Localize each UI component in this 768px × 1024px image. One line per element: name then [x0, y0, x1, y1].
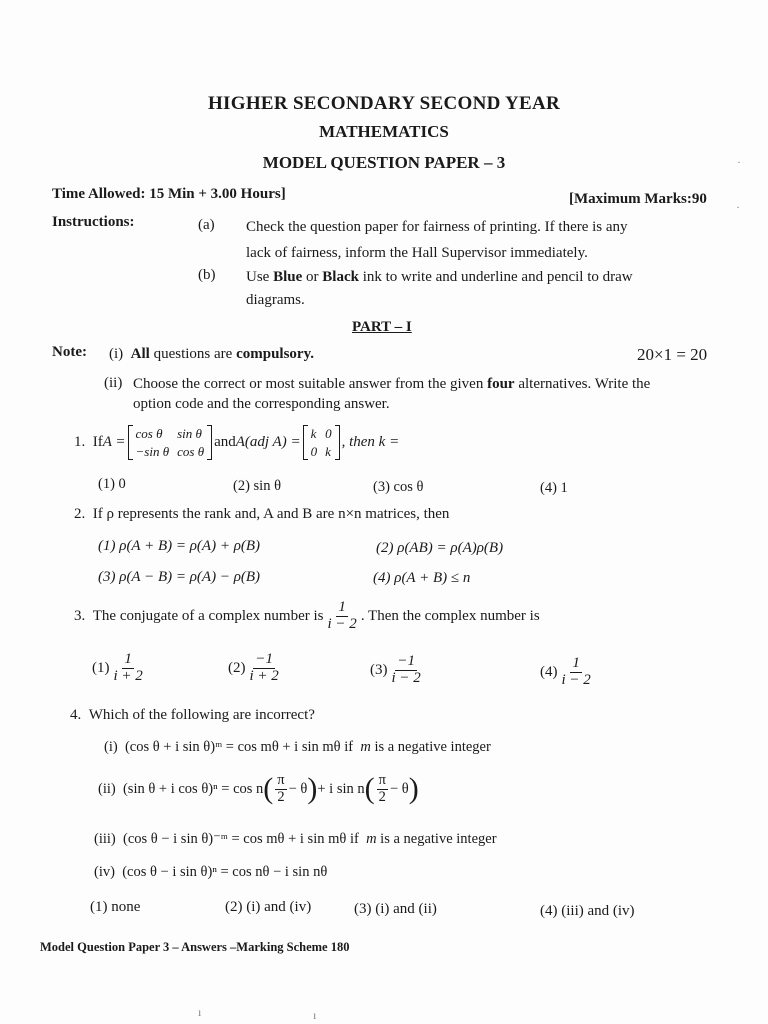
- matrix-k: k 0 0 k: [303, 425, 340, 460]
- time-allowed: Time Allowed: 15 Min + 3.00 Hours]: [52, 186, 286, 202]
- q4-option-2: (2) (i) and (iv): [225, 899, 312, 915]
- q3-option-3: (3) $\frac{-1}{i - 2}$: [370, 653, 421, 686]
- instruction-b-line1: Use Blue or Black ink to write and underline and pencil to draw: [246, 269, 633, 285]
- q3-option-4: (4) $\frac{1}{i - 2}$: [540, 655, 591, 688]
- note-ii-line1: Choose the correct or most suitable answer from the given four alternatives. Write the: [133, 376, 651, 392]
- instruction-a-line2: lack of fairness, inform the Hall Supervisor immediately.: [246, 245, 588, 261]
- instruction-a-tag: (a): [198, 217, 215, 233]
- scan-speck: ı: [198, 1005, 202, 1019]
- q4-option-3: (3) (i) and (ii): [354, 901, 437, 917]
- scan-speck: ·: [737, 155, 741, 169]
- note-ii-tag: (ii): [104, 375, 123, 391]
- q4-statement-iv: (iv) (cos θ − i sin θ)ⁿ = cos nθ − i sin nθ: [94, 864, 328, 880]
- scan-speck: ·: [736, 200, 740, 214]
- q2-option-1: (1) ρ(A + B) = ρ(A) + ρ(B): [98, 538, 261, 554]
- q1-option-2: (2) sin θ: [233, 478, 282, 494]
- question-4: 4. Which of the following are incorrect?: [70, 707, 315, 723]
- q2-option-2: (2) ρ(AB) = ρ(A)ρ(B): [376, 540, 504, 556]
- matrix-A: cos θ sin θ −sin θ cos θ: [128, 425, 213, 460]
- q4-statement-ii: (ii) (sin θ + i cos θ)ⁿ = cos n ( $\frac{\pi}{2}$ − θ ) + i sin n ( $\frac{\pi}{2}$ − θ ): [98, 772, 419, 805]
- q3-option-2: (2) $\frac{-1}{i + 2}$: [228, 651, 279, 684]
- q4-option-4: (4) (iii) and (iv): [540, 903, 635, 919]
- paper-title: MODEL QUESTION PAPER – 3: [262, 153, 506, 172]
- instruction-b-line2: diagrams.: [246, 292, 305, 308]
- question-2: 2. If ρ represents the rank and, A and B are n×n matrices, then: [74, 506, 450, 522]
- fraction: $\frac{1}{i - 2}$: [327, 599, 357, 632]
- scan-speck: ı: [313, 1008, 317, 1022]
- note-ii-line2: option code and the corresponding answer.: [133, 396, 390, 412]
- q2-option-4: (4) ρ(A + B) ≤ n: [373, 570, 471, 586]
- q1-option-4: (4) 1: [540, 480, 568, 496]
- q3-option-1: (1) $\frac{1}{i + 2}$: [92, 651, 143, 684]
- q4-option-1: (1) none: [90, 899, 141, 915]
- q4-statement-i: (i) (cos θ + i sin θ)ᵐ = cos mθ + i sin mθ if m is a negative integer: [104, 739, 491, 755]
- q2-option-3: (3) ρ(A − B) = ρ(A) − ρ(B): [98, 569, 261, 585]
- note-i: (i) All questions are compulsory.: [109, 346, 315, 362]
- q1-option-1: (1) 0: [98, 476, 126, 492]
- subject-title: MATHEMATICS: [319, 122, 449, 141]
- marks-score: 20×1 = 20: [637, 345, 708, 364]
- question-1: 1. If A = cos θ sin θ −sin θ cos θ and A(adj A) = k 0 0 k , then k =: [74, 426, 400, 459]
- page-footer: Model Question Paper 3 – Answers –Marking Scheme 180: [40, 940, 350, 954]
- question-number: 1.: [74, 434, 86, 451]
- instruction-a-line1: Check the question paper for fairness of printing. If there is any: [246, 219, 628, 235]
- instructions-label: Instructions:: [52, 214, 135, 230]
- exam-title: HIGHER SECONDARY SECOND YEAR: [207, 93, 561, 114]
- maximum-marks: [Maximum Marks:90: [569, 191, 707, 207]
- part-heading: PART – I: [352, 319, 412, 335]
- note-label: Note:: [52, 344, 87, 360]
- instruction-b-tag: (b): [198, 267, 216, 283]
- q4-statement-iii: (iii) (cos θ − i sin θ)⁻ᵐ = cos mθ + i sin mθ if m is a negative integer: [94, 831, 497, 847]
- q1-option-3: (3) cos θ: [373, 479, 424, 495]
- question-3: 3. The conjugate of a complex number is $\frac{1}{i - 2}$ . Then the complex number is: [74, 599, 540, 632]
